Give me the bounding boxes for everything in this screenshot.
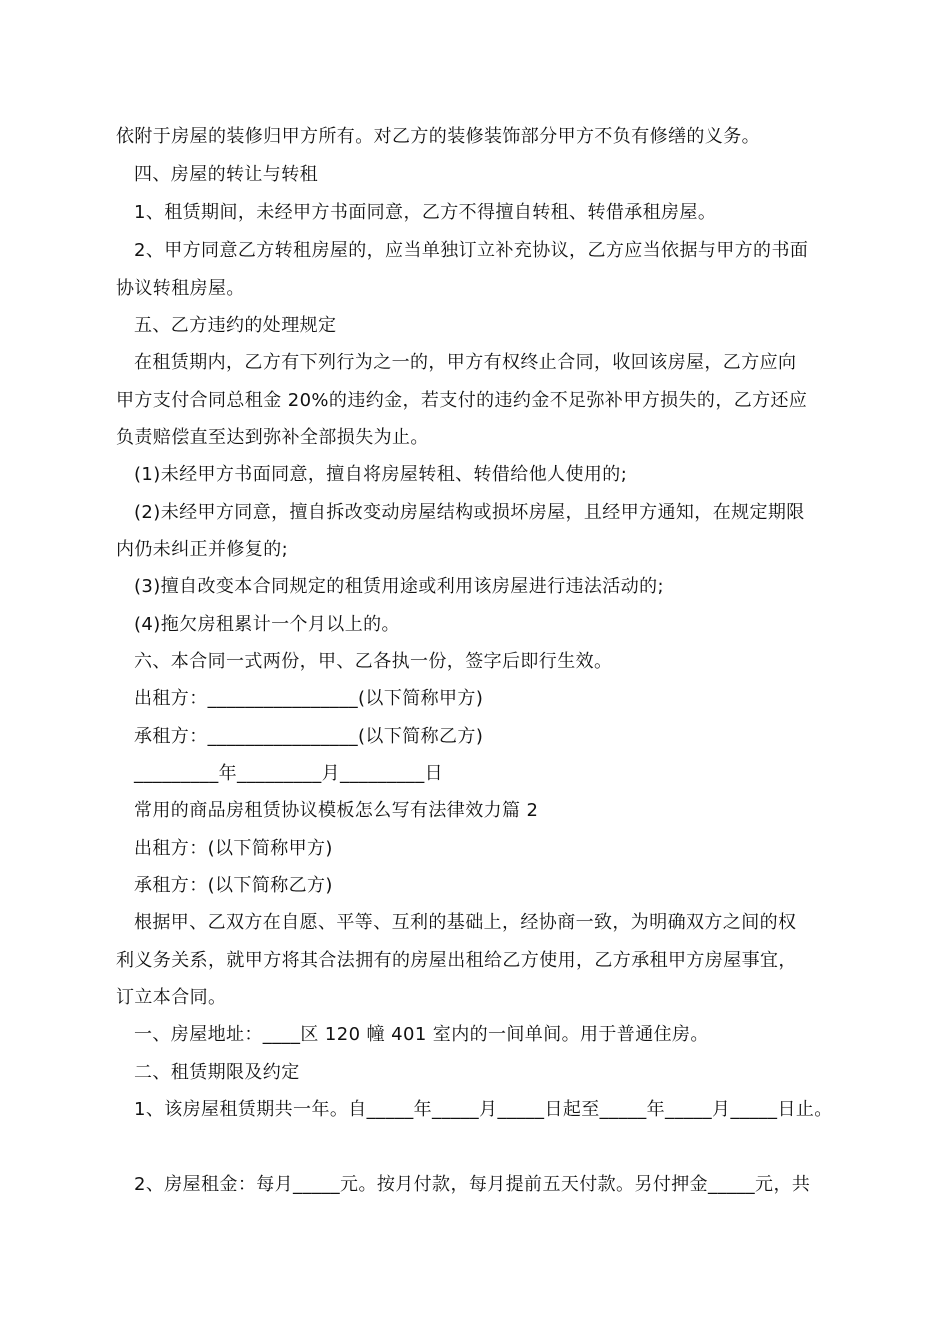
- paragraph-line: 甲方支付合同总租金 20%的违约金，若支付的违约金不足弥补甲方损失的，乙方还应: [116, 390, 808, 411]
- document-subtitle: 常用的商品房租赁协议模板怎么写有法律效力篇 2: [134, 800, 539, 821]
- paragraph-line: 订立本合同。: [116, 987, 227, 1008]
- paragraph-line: 在租赁期内，乙方有下列行为之一的，甲方有权终止合同，收回该房屋，乙方应向: [134, 352, 797, 373]
- paragraph-line: 根据甲、乙双方在自愿、平等、互利的基础上，经协商一致，为明确双方之间的权: [134, 912, 797, 933]
- signature-line-lessee: 承租方：________________(以下简称乙方): [134, 726, 484, 747]
- date-line: _________年_________月_________日: [134, 763, 443, 784]
- section-heading: 六、本合同一式两份，甲、乙各执一份，签字后即行生效。: [134, 651, 613, 672]
- paragraph-line: 2、房屋租金：每月_____元。按月付款，每月提前五天付款。另付押金_____元，共: [134, 1174, 811, 1195]
- signature-line-lessor: 出租方：________________(以下简称甲方): [134, 688, 484, 709]
- list-item: (4)拖欠房租累计一个月以上的。: [134, 614, 400, 635]
- paragraph-line: 负责赔偿直至达到弥补全部损失为止。: [116, 427, 429, 448]
- section-heading: 四、房屋的转让与转租: [134, 164, 318, 185]
- paragraph-line: 协议转租房屋。: [116, 278, 245, 299]
- paragraph-line: 利义务关系，就甲方将其合法拥有的房屋出租给乙方使用，乙方承租甲方房屋事宜，: [116, 950, 797, 971]
- party-line-lessor: 出租方：(以下简称甲方): [134, 838, 333, 859]
- paragraph-line: 2、甲方同意乙方转租房屋的，应当单独订立补充协议，乙方应当依据与甲方的书面: [134, 240, 809, 261]
- list-item: (2)未经甲方同意，擅自拆改变动房屋结构或损坏房屋，且经甲方通知，在规定期限: [134, 502, 805, 523]
- paragraph-line: 1、该房屋租赁期共一年。自_____年_____月_____日起至_____年_____月_____日止。: [134, 1099, 833, 1120]
- party-line-lessee: 承租方：(以下简称乙方): [134, 875, 333, 896]
- section-heading: 二、租赁期限及约定: [134, 1062, 300, 1083]
- paragraph-line: 依附于房屋的装修归甲方所有。对乙方的装修装饰部分甲方不负有修缮的义务。: [116, 126, 760, 147]
- section-heading: 五、乙方违约的处理规定: [134, 315, 337, 336]
- paragraph-line: 内仍未纠正并修复的;: [116, 539, 289, 560]
- paragraph-line: 1、租赁期间，未经甲方书面同意，乙方不得擅自转租、转借承租房屋。: [134, 202, 717, 223]
- list-item: (1)未经甲方书面同意，擅自将房屋转租、转借给他人使用的;: [134, 464, 628, 485]
- list-item: (3)擅自改变本合同规定的租赁用途或利用该房屋进行违法活动的;: [134, 576, 664, 597]
- section-heading: 一、房屋地址：____区 120 幢 401 室内的一间单间。用于普通住房。: [134, 1024, 709, 1045]
